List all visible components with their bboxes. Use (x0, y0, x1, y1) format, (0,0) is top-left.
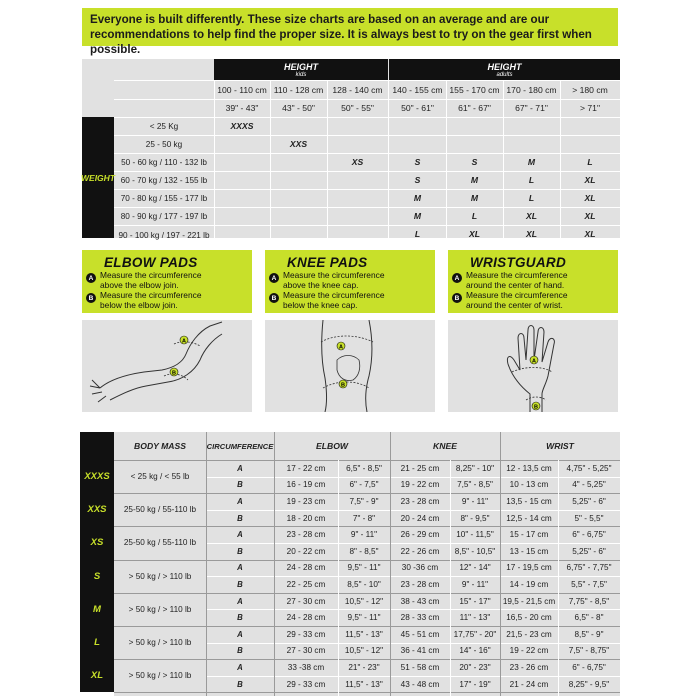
measure-cell: 5,5" - 7,5" (571, 579, 607, 589)
measure-cell: 20" - 23" (459, 662, 491, 672)
measure-cell: 21 - 24 cm (509, 679, 549, 689)
grid-line (114, 153, 620, 154)
svg-text:A: A (532, 358, 536, 365)
measure-cell: 12,5 - 14 cm (506, 513, 552, 523)
measure-cell: 29 - 33 cm (286, 629, 326, 639)
intro-banner: Everyone is built differently. These size charts are based on an average and are our recommendations to help find the proper size. It is always best to try on the gear first when possible. (82, 8, 618, 46)
size-label: M (80, 593, 114, 626)
knee-pads-panel (265, 250, 435, 313)
body-mass-cell: > 50 kg / > 110 lb (128, 571, 192, 581)
elbow-illustration (82, 320, 252, 412)
grid-line (270, 80, 271, 238)
measure-cell: 26 - 29 cm (400, 530, 440, 540)
grid-line (338, 460, 339, 696)
wristguard-panel (448, 250, 618, 313)
circumference-badge: B (237, 679, 243, 689)
measure-cell: 36 - 41 cm (400, 646, 440, 656)
height-cm-cell: > 180 cm (572, 84, 608, 95)
kids-size-cell: XS (351, 157, 364, 167)
weight-cell: 80 - 90 kg / 177 - 197 lb (120, 211, 208, 221)
circumference-badge: A (237, 629, 243, 639)
measure-cell: 15" - 17" (459, 596, 491, 606)
adult-size-cell: XL (526, 211, 537, 221)
grid-line (114, 135, 620, 136)
measure-cell: 12 - 13,5 cm (506, 463, 552, 473)
svg-text:A: A (339, 344, 343, 351)
adult-size-cell: XL (584, 211, 596, 221)
panel-title: KNEE PADS (287, 255, 368, 270)
instruction-b: Measure the circumference below the elbow join. (100, 290, 202, 310)
measure-cell: 5,25" - 6" (572, 546, 606, 556)
height-cm-cell: 170 - 180 cm (506, 84, 557, 95)
measure-cell: 11,5" - 13" (345, 629, 383, 639)
grid-line (114, 225, 620, 226)
instruction-a: Measure the circumference around the center of hand. (466, 270, 568, 290)
measure-cell: 6,75" - 7,75" (566, 563, 612, 573)
adult-size-cell: XL (469, 229, 480, 239)
header-circumference: CIRCUMFERENCE (206, 441, 274, 451)
panel-title: WRISTGUARD (470, 255, 566, 270)
measure-cell: 8,5" - 9" (574, 629, 604, 639)
adult-size-cell: L (471, 211, 478, 221)
measure-cell: 20 - 24 cm (400, 513, 440, 523)
badge-b: B (269, 293, 279, 303)
svg-text:B: B (534, 404, 538, 411)
grid-line (114, 80, 620, 81)
measure-cell: 4" - 5,25" (572, 480, 606, 490)
height-in-cell: 50" - 55" (341, 103, 374, 113)
grid-line (450, 460, 451, 696)
measure-cell: 27 - 30 cm (286, 596, 326, 606)
measure-cell: 13 - 15 cm (509, 546, 549, 556)
measure-cell: 19 - 22 cm (400, 480, 440, 490)
grid-line (114, 460, 620, 461)
body-mass-cell: > 50 kg / > 110 lb (128, 604, 192, 614)
weight-cell: 50 - 60 kg / 110 - 132 lb (121, 157, 207, 167)
arm-illustration-icon (82, 320, 252, 412)
measure-cell: 27 - 30 cm (286, 646, 326, 656)
circumference-badge: A (237, 596, 243, 606)
measure-cell: 8" - 8,5" (349, 546, 379, 556)
measure-cell: 17,75" - 20" (453, 629, 497, 639)
circumference-badge: B (237, 513, 243, 523)
circumference-badge: B (237, 546, 243, 556)
measure-cell: 23 - 28 cm (400, 496, 440, 506)
grid-line (274, 432, 275, 696)
badge-a: A (269, 273, 279, 283)
circumference-badge: B (237, 613, 243, 623)
measure-cell: 6" - 6,75" (572, 530, 606, 540)
hand-illustration-icon (448, 320, 618, 412)
grid-line (500, 432, 501, 696)
measure-cell: 13,5 - 15 cm (506, 496, 552, 506)
measure-cell: 17" - 19" (459, 679, 491, 689)
measure-cell: 18 - 20 cm (286, 513, 326, 523)
height-kids-header: HEIGHT kids (214, 59, 388, 80)
grid-line (114, 593, 620, 594)
measure-cell: 45 - 51 cm (400, 629, 440, 639)
weight-cell: 70 - 80 kg / 155 - 177 lb (120, 193, 208, 203)
grid-line (114, 99, 620, 100)
measure-cell: 15 - 17 cm (509, 530, 549, 540)
measure-cell: 6" - 7,5" (349, 480, 379, 490)
size-label: XXXS (80, 460, 114, 493)
measure-cell: 9,5" - 11" (347, 613, 381, 623)
measure-cell: 23 - 26 cm (509, 662, 549, 672)
measure-cell: 5" - 5,5" (574, 513, 604, 523)
measure-cell: 14" - 16" (459, 646, 491, 656)
adult-size-cell: XL (584, 229, 596, 239)
panel-title: ELBOW PADS (104, 255, 198, 270)
measure-cell: 9,5" - 11" (347, 563, 381, 573)
height-cm-cell: 155 - 170 cm (449, 84, 500, 95)
measure-cell: 17 - 19,5 cm (506, 563, 552, 573)
measure-cell: 10,5" - 12" (344, 646, 384, 656)
kids-size-cell: XXXS (230, 121, 254, 131)
measure-cell: 38 - 43 cm (400, 596, 440, 606)
instruction-b: Measure the circumference below the knee cap. (283, 290, 385, 310)
measure-cell: 12" - 14" (459, 563, 491, 573)
grid-line (446, 80, 447, 238)
measure-cell: 6" - 6,75" (572, 662, 606, 672)
body-mass-cell: < 25 kg / < 55 lb (130, 472, 190, 482)
badge-a: A (86, 273, 96, 283)
grid-line (114, 171, 620, 172)
measure-cell: 5,25" - 6" (572, 496, 606, 506)
adult-size-cell: XL (584, 175, 596, 185)
size-label: L (80, 626, 114, 659)
grid-line (114, 659, 620, 660)
adult-size-cell: L (528, 175, 535, 185)
measure-cell: 24 - 28 cm (286, 613, 326, 623)
grid-line (327, 80, 328, 238)
measure-cell: 21 - 25 cm (400, 463, 440, 473)
measure-cell: 8,25" - 9,5" (568, 679, 610, 689)
height-cm-cell: 100 - 110 cm (217, 84, 267, 95)
measure-cell: 7,5" - 8,5" (457, 480, 493, 490)
badge-b: B (452, 293, 462, 303)
measure-cell: 8,5" - 10" (347, 579, 381, 589)
measure-cell: 9" - 11" (461, 496, 489, 506)
measure-cell: 10,5" - 12" (344, 596, 384, 606)
adult-size-cell: S (414, 175, 421, 185)
circumference-badge: A (237, 530, 243, 540)
grid-line (206, 432, 207, 696)
measure-cell: 8,25" - 10" (455, 463, 495, 473)
height-cm-cell: 128 - 140 cm (332, 84, 383, 95)
measure-cell: 8,5" - 10,5" (454, 546, 496, 556)
measure-cell: 6,5" - 8,5" (346, 463, 382, 473)
measure-cell: 19 - 22 cm (509, 646, 549, 656)
adult-size-cell: XL (584, 193, 596, 203)
height-in-cell: 67" - 71" (515, 103, 548, 113)
kids-size-cell: XXS (289, 139, 308, 149)
corner-cell (80, 432, 114, 460)
circumference-badge: A (237, 563, 243, 573)
grid-line (114, 117, 620, 118)
adult-size-cell: L (528, 193, 535, 203)
height-cm-cell: 110 - 128 cm (273, 84, 324, 95)
adult-size-cell: M (413, 193, 422, 203)
grid-line (388, 80, 389, 238)
adult-size-cell: L (587, 157, 593, 167)
measure-cell: 22 - 26 cm (400, 546, 440, 556)
measure-cell: 21" - 23" (348, 662, 380, 672)
body-mass-cell: 25-50 kg / 55-110 lb (123, 505, 197, 515)
grid-line (114, 189, 620, 190)
measure-cell: 11,5" - 13" (345, 679, 383, 689)
header-elbow: ELBOW (316, 441, 348, 451)
body-mass-cell: > 50 kg / > 110 lb (128, 671, 192, 681)
badge-b: B (86, 293, 96, 303)
knee-illustration (265, 320, 435, 412)
measure-cell: 19 - 23 cm (286, 496, 326, 506)
circumference-badge: A (237, 463, 243, 473)
measure-cell: 9" - 11" (461, 579, 489, 589)
height-in-cell: 50" - 61" (401, 103, 434, 113)
grid-line (114, 692, 620, 693)
size-label: S (80, 560, 114, 593)
adult-size-cell: M (527, 157, 536, 167)
adult-size-cell: XL (526, 229, 537, 239)
svg-text:B: B (341, 382, 345, 389)
measure-cell: 6,5" - 8" (574, 613, 604, 623)
measure-cell: 28 - 33 cm (400, 613, 440, 623)
grid-line (390, 432, 391, 696)
instruction-a: Measure the circumference above the elbow join. (100, 270, 202, 290)
circumference-badge: A (237, 662, 243, 672)
measure-cell: 20 - 22 cm (286, 546, 326, 556)
header-wrist: WRIST (546, 441, 574, 451)
circumference-badge: B (237, 646, 243, 656)
instruction-b: Measure the circumference around the center of wrist. (466, 290, 568, 310)
adult-size-cell: L (414, 229, 421, 239)
grid-line (214, 80, 215, 238)
height-adults-header: HEIGHT adults (389, 59, 620, 80)
svg-text:A: A (182, 338, 186, 345)
grid-line (114, 493, 620, 494)
measure-cell: 16 - 19 cm (286, 480, 326, 490)
measure-cell: 43 - 48 cm (400, 679, 440, 689)
circumference-badge: B (237, 579, 243, 589)
svg-text:B: B (172, 370, 176, 377)
adult-size-cell: S (471, 157, 478, 167)
adult-size-cell: M (470, 193, 479, 203)
height-in-cell: 43" - 50" (282, 103, 315, 113)
measure-cell: 7,75" - 8,5" (568, 596, 610, 606)
measure-cell: 8" - 9,5" (460, 513, 490, 523)
size-label: XXS (80, 493, 114, 526)
measure-cell: 10" - 11,5" (456, 530, 494, 540)
size-label: XL (80, 659, 114, 692)
body-mass-cell: 25-50 kg / 55-110 lb (123, 538, 197, 548)
badge-a: A (452, 273, 462, 283)
measure-cell: 33 -38 cm (287, 662, 325, 672)
size-chart-table (82, 59, 620, 238)
grid-line (114, 207, 620, 208)
circumference-badge: B (237, 480, 243, 490)
weight-cell: 60 - 70 kg / 132 - 155 lb (120, 175, 208, 185)
height-cm-cell: 140 - 155 cm (392, 84, 443, 95)
weight-cell: < 25 Kg (149, 121, 179, 131)
instruction-a: Measure the circumference above the knee cap. (283, 270, 385, 290)
measure-cell: 11" - 13" (459, 613, 491, 623)
measurement-table (80, 432, 620, 696)
measure-cell: 19,5 - 21,5 cm (502, 596, 556, 606)
height-in-cell: 61" - 67" (458, 103, 491, 113)
grid-line (558, 460, 559, 696)
wrist-illustration (448, 320, 618, 412)
grid-line (114, 526, 620, 527)
leg-illustration-icon (265, 320, 435, 412)
height-in-cell: > 71" (579, 103, 601, 113)
measure-cell: 22 - 25 cm (286, 579, 326, 589)
measure-cell: 21,5 - 23 cm (506, 629, 552, 639)
measure-cell: 29 - 33 cm (286, 679, 326, 689)
body-mass-cell: > 50 kg / > 110 lb (128, 638, 192, 648)
measure-cell: 9" - 11" (350, 530, 378, 540)
measure-cell: 16,5 - 20 cm (506, 613, 552, 623)
measure-cell: 30 -36 cm (401, 563, 439, 573)
measure-cell: 23 - 28 cm (286, 530, 326, 540)
measure-cell: 7,5" - 9" (349, 496, 379, 506)
grid-line (114, 626, 620, 627)
height-in-cell: 39" - 43" (225, 103, 259, 113)
weight-cell: 25 - 50 kg (145, 139, 183, 149)
adult-size-cell: M (470, 175, 479, 185)
weight-cell: 90 - 100 kg / 197 - 221 lb (118, 231, 210, 240)
measure-cell: 14 - 19 cm (509, 579, 549, 589)
measure-cell: 51 - 58 cm (400, 662, 440, 672)
header-body-mass: BODY MASS (134, 441, 186, 451)
header-knee: KNEE (433, 441, 457, 451)
grid-line (560, 80, 561, 238)
circumference-badge: A (237, 496, 243, 506)
measure-cell: 7" - 8" (352, 513, 376, 523)
measure-cell: 7,5" - 8,75" (568, 646, 610, 656)
elbow-pads-panel (82, 250, 252, 313)
measure-cell: 24 - 28 cm (286, 563, 326, 573)
grid-line (114, 560, 620, 561)
size-label: XS (80, 526, 114, 559)
measure-cell: 10 - 13 cm (509, 480, 549, 490)
adult-size-cell: S (414, 157, 421, 167)
measure-cell: 4,75" - 5,25" (566, 463, 612, 473)
measure-cell: 23 - 28 cm (400, 579, 440, 589)
weight-header: WEIGHT (82, 117, 114, 238)
measure-cell: 17 - 22 cm (286, 463, 326, 473)
header-blank (82, 59, 214, 117)
adult-size-cell: M (413, 211, 422, 221)
grid-line (503, 80, 504, 238)
